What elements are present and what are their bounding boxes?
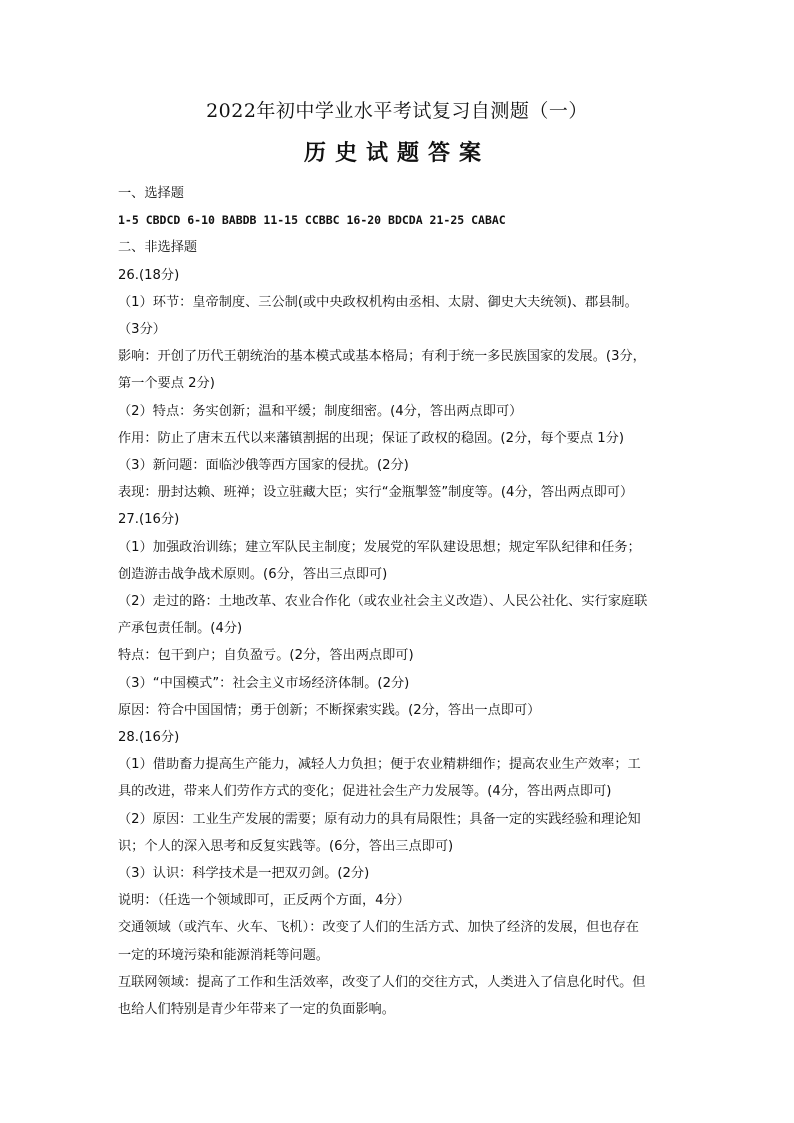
section-heading-choice: 一、选择题 (118, 186, 184, 201)
answer-line: 识；个人的深入思考和反复实践等。(6分，答出三点即可) (118, 838, 454, 854)
answer-line: （1）环节：皇帝制度、三公制(或中央政权机构由丞相、太尉、御史大夫统领)、郡县制。 (118, 294, 638, 310)
answer-line: 交通领域（或汽车、火车、飞机）：改变了人们的生活方式、加快了经济的发展，但也存在 (118, 920, 639, 936)
question-27-heading: 27.(16分) (118, 512, 180, 528)
answer-line: 第一个要点 2分) (118, 376, 215, 392)
answer-line: （2）走过的路：土地改革、农业合作化（或农业社会主义改造）、人民公社化、实行家庭联 (118, 594, 648, 610)
answer-line: 原因：符合中国国情；勇于创新；不断探索实践。(2分，答出一点即可） (118, 702, 541, 718)
document-title: 2022年初中学业水平考试复习自测题（一） (206, 100, 588, 122)
answer-line: （3）认识：科学技术是一把双刃剑。(2分) (118, 866, 370, 882)
answer-line: 说明：（任选一个领域即可，正反两个方面，4分） (118, 893, 410, 909)
choice-answers: 1-5 CBDCD 6-10 BABDB 11-15 CCBBC 16-20 BDCDA 21-25 CABAC (118, 213, 506, 228)
section-heading-nonchoice: 二、非选择题 (118, 240, 198, 256)
answer-line: （2）原因：工业生产发展的需要；原有动力的具有局限性；具备一定的实践经验和理论知 (118, 811, 641, 827)
answer-line: 创造游击战争战术原则。(6分，答出三点即可) (118, 566, 388, 582)
question-28-heading: 28.(16分) (118, 730, 180, 746)
answer-line: （2）特点：务实创新；温和平缓；制度细密。(4分，答出两点即可） (118, 403, 523, 419)
answer-line: （3分） (118, 322, 166, 338)
answer-line: 表现：册封达赖、班禅；设立驻藏大臣；实行“金瓶掣签”制度等。(4分，答出两点即可） (118, 485, 634, 501)
answer-line: 作用：防止了唐末五代以来藩镇割据的出现；保证了政权的稳固。(2分，每个要点 1分) (118, 430, 625, 446)
answer-line: （1）加强政治训练；建立军队民主制度；发展党的军队建设思想；规定军队纪律和任务； (118, 539, 641, 555)
answer-line: 特点：包干到户；自负盈亏。(2分，答出两点即可) (118, 648, 414, 664)
question-26-heading: 26.(18分) (118, 267, 180, 283)
answer-line: 互联网领域：提高了工作和生活效率，改变了人们的交往方式，人类进入了信息化时代。但 (118, 974, 646, 990)
answer-line: （1）借助畜力提高生产能力，减轻人力负担；便于农业精耕细作；提高农业生产效率；工 (118, 757, 641, 773)
answer-line: （3）新问题：面临沙俄等西方国家的侵扰。(2分) (118, 458, 409, 474)
answer-line: 也给人们特别是青少年带来了一定的负面影响。 (118, 1002, 395, 1018)
answer-line: （3）“中国模式”：社会主义市场经济体制。(2分) (118, 675, 410, 691)
document-subtitle: 历史试题答案 (303, 140, 490, 166)
answer-line: 具的改进，带来人们劳作方式的变化；促进社会生产力发展等。(4分，答出两点即可) (118, 784, 612, 800)
answer-line: 影响：开创了历代王朝统治的基本模式或基本格局；有利于统一多民族国家的发展。(3分， (118, 349, 646, 365)
answer-line: 产承包责任制。(4分) (118, 621, 243, 637)
answer-body (118, 180, 688, 1023)
answer-line: 一定的环境污染和能源消耗等问题。 (118, 947, 329, 963)
